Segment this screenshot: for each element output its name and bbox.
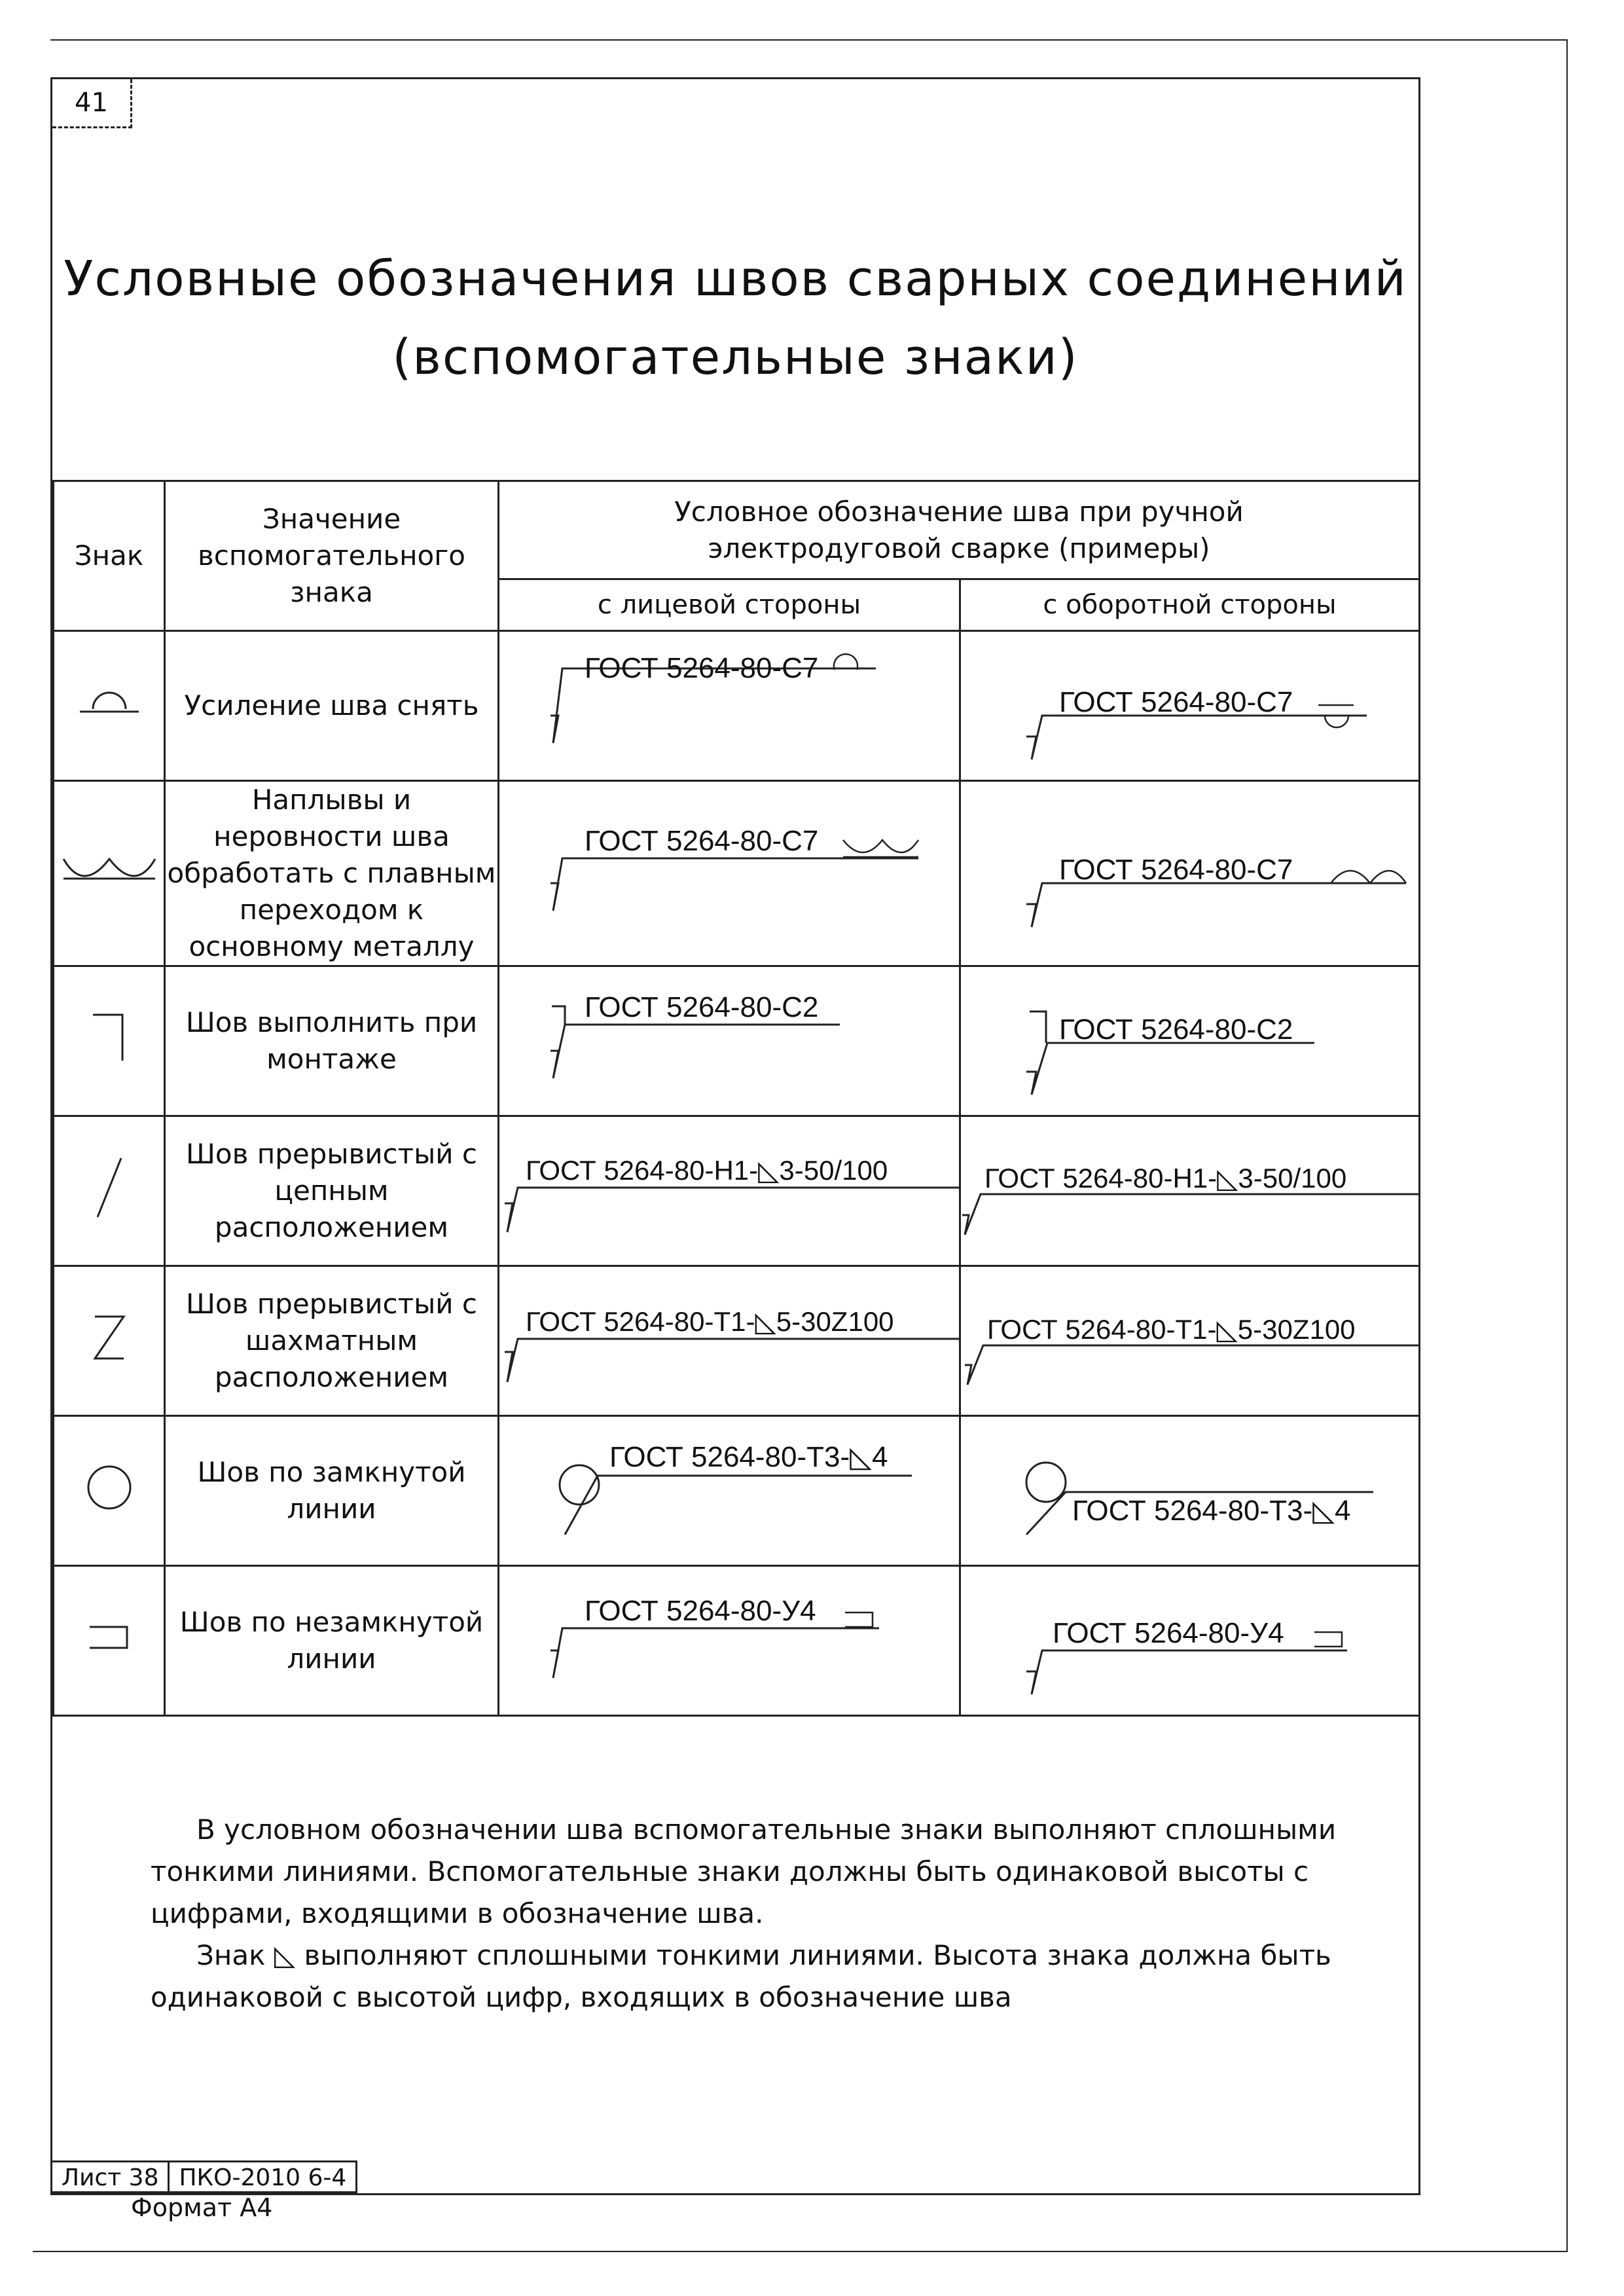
back-designation: ГОСТ 5264-80-Н1-◺3-50/100 — [984, 1163, 1347, 1194]
back-example — [960, 781, 1420, 966]
header-sign: Знак — [54, 481, 165, 631]
front-example — [499, 631, 960, 781]
front-example — [499, 966, 960, 1116]
header-meaning: Значение вспомогательного знака — [165, 481, 499, 631]
front-example — [499, 1266, 960, 1416]
header-back: с оборотной стороны — [960, 579, 1420, 631]
header-front: с лицевой стороны — [499, 579, 960, 631]
table-row — [54, 1266, 1420, 1416]
back-designation: ГОСТ 5264-80-У4 — [1053, 1617, 1284, 1649]
meaning-cell: Шов прерывистый с шахматным расположением — [165, 1266, 499, 1416]
back-designation: ГОСТ 5264-80-С2 — [1059, 1013, 1293, 1046]
back-designation: ГОСТ 5264-80-Т1-◺5-30Z100 — [987, 1314, 1356, 1345]
front-designation: ГОСТ 5264-80-Т3-◺4 — [609, 1441, 888, 1473]
meaning-cell: Шов по незамкнутой линии — [165, 1566, 499, 1716]
document-code: ПКО-2010 6-4 — [179, 2164, 347, 2191]
table-row — [54, 1116, 1420, 1266]
intermittent-staggered-icon — [54, 1266, 165, 1416]
symbols-table — [52, 480, 1420, 1717]
intermittent-chain-icon — [54, 1116, 165, 1266]
outer-bottom-line — [33, 2251, 1568, 2252]
table-row — [54, 1566, 1420, 1716]
front-example — [499, 781, 960, 966]
back-example — [960, 1416, 1420, 1566]
front-example — [499, 1416, 960, 1566]
note-paragraph-1: В условном обозначении шва вспомогательные знаки выполняют сплошными тонкими линиями. Вспомогательные знаки должны быть одинаковой высоты с цифрами, входящими в обозначение шва. — [151, 1813, 1337, 1929]
smooth-transition-icon — [54, 781, 165, 966]
back-designation: ГОСТ 5264-80-С7 — [1059, 686, 1293, 718]
format-label: Формат А4 — [131, 2193, 273, 2222]
table-row — [54, 631, 1420, 781]
drawing-frame — [50, 77, 1420, 2195]
sheet-number: Лист 38 — [52, 2162, 170, 2191]
back-designation: ГОСТ 5264-80-С7 — [1059, 854, 1293, 886]
back-example — [960, 1266, 1420, 1416]
title-line-2: (вспомогательные знаки) — [392, 329, 1079, 386]
front-designation: ГОСТ 5264-80-С7 — [585, 825, 819, 857]
front-designation: ГОСТ 5264-80-Н1-◺3-50/100 — [526, 1155, 888, 1186]
front-designation: ГОСТ 5264-80-У4 — [585, 1595, 816, 1627]
note-paragraph-2: Знак ◺ выполняют сплошными тонкими линиями. Высота знака должна быть одинаковой с высотой цифр, входящих в обозначение шва — [151, 1939, 1331, 2013]
front-designation: ГОСТ 5264-80-Т1-◺5-30Z100 — [526, 1306, 894, 1337]
page-number: 41 — [52, 79, 132, 128]
meaning-cell: Усиление шва снять — [165, 631, 499, 781]
table-row — [54, 781, 1420, 966]
reinforcement-remove-icon — [54, 631, 165, 781]
meaning-cell: Наплывы и неровности шва обработать с плавным переходом к основному металлу — [165, 781, 499, 966]
back-example — [960, 1116, 1420, 1266]
closed-line-icon — [54, 1416, 165, 1566]
back-example — [960, 631, 1420, 781]
header-designation: Условное обозначение шва при ручной электродуговой сварке (примеры) — [499, 481, 1420, 579]
front-designation: ГОСТ 5264-80-С7 — [585, 652, 819, 684]
table-row — [54, 1416, 1420, 1566]
meaning-cell: Шов выполнить при монтаже — [165, 966, 499, 1116]
meaning-cell: Шов по замкнутой линии — [165, 1416, 499, 1566]
outer-top-line — [50, 39, 1568, 41]
open-line-icon — [54, 1566, 165, 1716]
back-example — [960, 966, 1420, 1116]
back-designation: ГОСТ 5264-80-Т3-◺4 — [1072, 1495, 1351, 1527]
title-line-1: Условные обозначения швов сварных соединений — [63, 251, 1407, 307]
notes — [151, 1809, 1394, 2018]
front-example — [499, 1116, 960, 1266]
front-example — [499, 1566, 960, 1716]
meaning-cell: Шов прерывистый с цепным расположением — [165, 1116, 499, 1266]
title-block — [50, 2160, 357, 2193]
front-designation: ГОСТ 5264-80-С2 — [585, 991, 819, 1023]
mounting-icon — [54, 966, 165, 1116]
outer-right-line — [1566, 39, 1568, 2252]
back-example — [960, 1566, 1420, 1716]
table-row — [54, 966, 1420, 1116]
